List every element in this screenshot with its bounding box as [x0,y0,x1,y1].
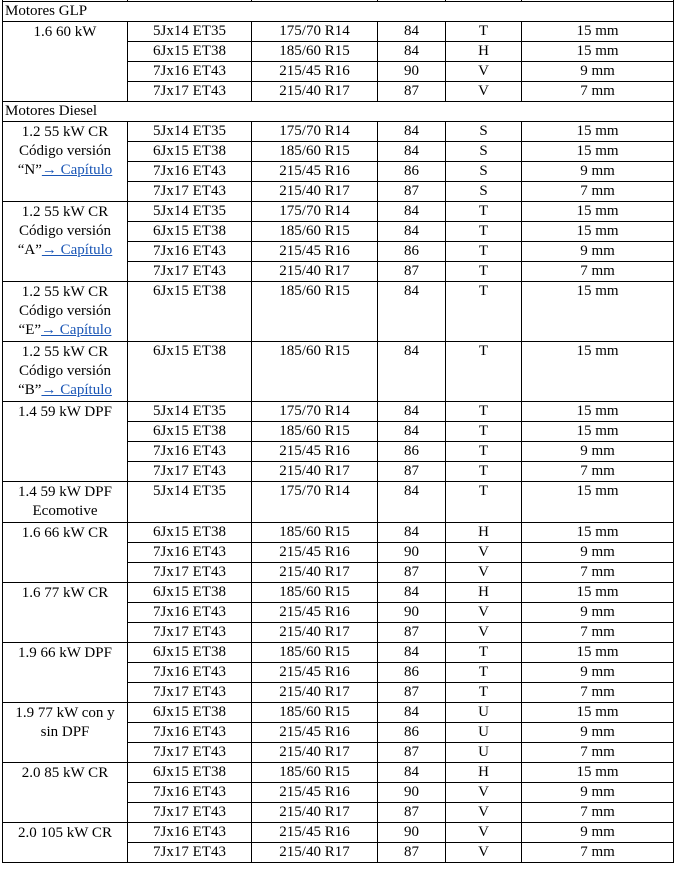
tire-cell: 215/45 R16 [252,162,378,182]
rim-cell: 7Jx16 ET43 [128,62,252,82]
chapter-link[interactable]: → Capítulo [41,382,112,398]
engine-label: Código versión [18,303,112,319]
load-index-cell: 84 [378,282,446,342]
load-index-cell: 87 [378,803,446,823]
load-index-cell: 87 [378,82,446,102]
engine-label: Código versión [18,143,112,159]
load-index-cell: 86 [378,242,446,262]
load-index-cell: 90 [378,603,446,623]
table-row [3,523,674,543]
engine-label: Código versión [18,223,112,239]
rim-cell: 7Jx16 ET43 [128,723,252,743]
tire-cell: 215/45 R16 [252,783,378,803]
rim-cell: 7Jx17 ET43 [128,623,252,643]
clearance-cell: 15 mm [522,482,674,523]
speed-index-cell: T [446,422,522,442]
load-index-cell: 90 [378,62,446,82]
speed-index-cell: T [446,442,522,462]
clearance-cell: 9 mm [522,442,674,462]
table-row [3,643,674,663]
rim-cell: 7Jx16 ET43 [128,543,252,563]
engine-label: sin DPF [40,724,90,740]
engine-cell [3,523,128,583]
speed-index-cell: V [446,623,522,643]
clearance-cell: 15 mm [522,402,674,422]
speed-index-cell: V [446,82,522,102]
clearance-cell: 7 mm [522,82,674,102]
load-index-cell: 84 [378,482,446,523]
clearance-cell: 9 mm [522,543,674,563]
chapter-link[interactable]: → Capítulo [41,242,113,258]
engine-cell [3,22,128,102]
clearance-cell: 9 mm [522,823,674,843]
load-index-cell: 90 [378,783,446,803]
load-index-cell: 87 [378,623,446,643]
rim-cell: 6Jx15 ET38 [128,282,252,342]
load-index-cell: 84 [378,422,446,442]
clearance-cell: 15 mm [522,643,674,663]
version-code: “N” [17,162,42,178]
tire-cell: 215/40 R17 [252,462,378,482]
tire-cell: 215/45 R16 [252,442,378,462]
rim-cell: 6Jx15 ET38 [128,703,252,723]
rim-cell: 6Jx15 ET38 [128,222,252,242]
speed-index-cell: T [446,22,522,42]
table-row [3,202,674,222]
engine-label: 2.0 105 kW CR [18,825,112,841]
load-index-cell: 84 [378,202,446,222]
rim-cell: 7Jx16 ET43 [128,442,252,462]
table-row [3,22,674,42]
load-index-cell: 84 [378,643,446,663]
speed-index-cell: H [446,523,522,543]
clearance-cell: 15 mm [522,282,674,342]
clearance-cell: 9 mm [522,723,674,743]
version-code-line [5,321,125,340]
clearance-cell: 7 mm [522,803,674,823]
clearance-cell: 7 mm [522,683,674,703]
table-row [3,282,674,342]
speed-index-cell: U [446,703,522,723]
tire-cell: 175/70 R14 [252,402,378,422]
engine-label: 1.6 77 kW CR [21,585,109,601]
load-index-cell: 87 [378,563,446,583]
rim-cell: 5Jx14 ET35 [128,202,252,222]
speed-index-cell: T [446,482,522,523]
load-index-cell: 84 [378,22,446,42]
load-index-cell: 86 [378,663,446,683]
tire-cell: 185/60 R15 [252,142,378,162]
rim-cell: 7Jx17 ET43 [128,82,252,102]
table-row [3,402,674,422]
speed-index-cell: V [446,783,522,803]
clearance-cell: 15 mm [522,763,674,783]
clearance-cell: 15 mm [522,342,674,402]
speed-index-cell: S [446,142,522,162]
tire-cell: 215/45 R16 [252,62,378,82]
engine-cell [3,282,128,342]
speed-index-cell: T [446,402,522,422]
clearance-cell: 15 mm [522,422,674,442]
speed-index-cell: S [446,122,522,142]
tire-cell: 215/40 R17 [252,262,378,282]
engine-cell [3,342,128,402]
speed-index-cell: V [446,62,522,82]
engine-label: 1.6 60 kW [33,24,97,40]
table-row [3,583,674,603]
engine-label: 1.2 55 kW CR [21,284,109,300]
version-code-line [5,161,125,180]
clearance-cell: 9 mm [522,783,674,803]
load-index-cell: 87 [378,182,446,202]
rim-cell: 6Jx15 ET38 [128,643,252,663]
engine-cell [3,643,128,703]
tire-cell: 185/60 R15 [252,342,378,402]
speed-index-cell: T [446,282,522,342]
rim-cell: 6Jx15 ET38 [128,422,252,442]
clearance-cell: 7 mm [522,843,674,863]
load-index-cell: 84 [378,42,446,62]
speed-index-cell: S [446,162,522,182]
tire-cell: 185/60 R15 [252,643,378,663]
table-row [3,703,674,723]
rim-cell: 5Jx14 ET35 [128,122,252,142]
speed-index-cell: H [446,583,522,603]
speed-index-cell: U [446,743,522,763]
version-code-line [5,241,125,260]
clearance-cell: 7 mm [522,743,674,763]
load-index-cell: 90 [378,543,446,563]
load-index-cell: 86 [378,442,446,462]
speed-index-cell: U [446,723,522,743]
rim-cell: 7Jx17 ET43 [128,563,252,583]
rim-cell: 7Jx17 ET43 [128,803,252,823]
speed-index-cell: S [446,182,522,202]
speed-index-cell: T [446,462,522,482]
speed-index-cell: T [446,643,522,663]
rim-cell: 7Jx16 ET43 [128,783,252,803]
clearance-cell: 9 mm [522,663,674,683]
tire-cell: 185/60 R15 [252,523,378,543]
engine-cell [3,583,128,643]
speed-index-cell: T [446,683,522,703]
rim-cell: 7Jx17 ET43 [128,182,252,202]
load-index-cell: 87 [378,262,446,282]
table-row [3,482,674,523]
speed-index-cell: T [446,242,522,262]
rim-cell: 7Jx17 ET43 [128,462,252,482]
tire-cell: 215/40 R17 [252,182,378,202]
tire-cell: 215/45 R16 [252,723,378,743]
load-index-cell: 87 [378,843,446,863]
clearance-cell: 7 mm [522,462,674,482]
engine-label: 1.9 66 kW DPF [18,645,112,661]
rim-cell: 7Jx16 ET43 [128,603,252,623]
tire-cell: 215/40 R17 [252,623,378,643]
rim-cell: 5Jx14 ET35 [128,22,252,42]
tire-cell: 215/45 R16 [252,242,378,262]
load-index-cell: 84 [378,523,446,543]
speed-index-cell: T [446,202,522,222]
speed-index-cell: T [446,342,522,402]
tire-cell: 215/45 R16 [252,823,378,843]
section-title: Motores GLP [3,2,674,22]
load-index-cell: 86 [378,162,446,182]
tire-cell: 215/40 R17 [252,843,378,863]
engine-label: Ecomotive [32,503,98,519]
tire-cell: 215/45 R16 [252,603,378,623]
speed-index-cell: V [446,843,522,863]
engine-label: 1.4 59 kW DPF [18,484,112,500]
speed-index-cell: H [446,763,522,783]
tire-cell: 215/40 R17 [252,803,378,823]
load-index-cell: 84 [378,222,446,242]
load-index-cell: 84 [378,703,446,723]
speed-index-cell: T [446,222,522,242]
load-index-cell: 84 [378,402,446,422]
engine-label: 1.9 77 kW con y [15,705,115,721]
tire-cell: 175/70 R14 [252,202,378,222]
tire-cell: 185/60 R15 [252,583,378,603]
table-row [3,763,674,783]
clearance-cell: 15 mm [522,222,674,242]
load-index-cell: 90 [378,823,446,843]
rim-cell: 7Jx16 ET43 [128,162,252,182]
tire-cell: 215/40 R17 [252,743,378,763]
clearance-cell: 7 mm [522,262,674,282]
clearance-cell: 15 mm [522,703,674,723]
clearance-cell: 15 mm [522,22,674,42]
clearance-cell: 7 mm [522,182,674,202]
clearance-cell: 9 mm [522,62,674,82]
version-code: “A” [17,242,42,258]
load-index-cell: 84 [378,583,446,603]
tire-cell: 185/60 R15 [252,42,378,62]
engine-label: 1.6 66 kW CR [21,525,109,541]
clearance-cell: 9 mm [522,162,674,182]
speed-index-cell: V [446,563,522,583]
engine-cell [3,122,128,202]
load-index-cell: 86 [378,723,446,743]
tire-cell: 215/45 R16 [252,543,378,563]
tire-cell: 215/40 R17 [252,683,378,703]
version-code: “E” [18,322,42,338]
rim-cell: 7Jx17 ET43 [128,683,252,703]
engine-label: 1.2 55 kW CR [21,124,109,140]
rim-cell: 5Jx14 ET35 [128,402,252,422]
rim-cell: 6Jx15 ET38 [128,763,252,783]
wheel-tire-table [2,0,674,863]
clearance-cell: 15 mm [522,122,674,142]
load-index-cell: 84 [378,763,446,783]
rim-cell: 6Jx15 ET38 [128,42,252,62]
tire-cell: 185/60 R15 [252,222,378,242]
section-title: Motores Diesel [3,102,674,122]
tire-cell: 185/60 R15 [252,422,378,442]
load-index-cell: 84 [378,342,446,402]
speed-index-cell: V [446,823,522,843]
rim-cell: 6Jx15 ET38 [128,523,252,543]
engine-cell [3,823,128,863]
rim-cell: 7Jx16 ET43 [128,663,252,683]
rim-cell: 7Jx17 ET43 [128,743,252,763]
clearance-cell: 15 mm [522,523,674,543]
version-code: “B” [18,382,42,398]
engine-label: 2.0 85 kW CR [21,765,109,781]
engine-label: 1.4 59 kW DPF [18,404,112,420]
table-row [3,122,674,142]
engine-cell [3,763,128,823]
clearance-cell: 15 mm [522,583,674,603]
chapter-link[interactable]: → Capítulo [41,322,112,338]
load-index-cell: 87 [378,683,446,703]
rim-cell: 7Jx16 ET43 [128,823,252,843]
tire-cell: 175/70 R14 [252,22,378,42]
tire-cell: 185/60 R15 [252,763,378,783]
engine-label: 1.2 55 kW CR [21,344,109,360]
tire-cell: 175/70 R14 [252,122,378,142]
clearance-cell: 9 mm [522,242,674,262]
engine-cell [3,703,128,763]
speed-index-cell: T [446,663,522,683]
rim-cell: 7Jx17 ET43 [128,843,252,863]
speed-index-cell: V [446,803,522,823]
engine-label: 1.2 55 kW CR [21,204,109,220]
load-index-cell: 84 [378,122,446,142]
clearance-cell: 7 mm [522,563,674,583]
table-row [3,823,674,843]
engine-cell [3,402,128,482]
tire-cell: 185/60 R15 [252,703,378,723]
engine-cell [3,202,128,282]
speed-index-cell: V [446,543,522,563]
rim-cell: 6Jx15 ET38 [128,142,252,162]
speed-index-cell: V [446,603,522,623]
clearance-cell: 7 mm [522,623,674,643]
clearance-cell: 15 mm [522,42,674,62]
rim-cell: 6Jx15 ET38 [128,342,252,402]
rim-cell: 7Jx16 ET43 [128,242,252,262]
load-index-cell: 84 [378,142,446,162]
version-code-line [5,381,125,400]
speed-index-cell: T [446,262,522,282]
engine-label: Código versión [18,363,112,379]
section-header-row [3,2,674,22]
engine-cell [3,482,128,523]
tire-cell: 215/45 R16 [252,663,378,683]
tire-cell: 185/60 R15 [252,282,378,342]
clearance-cell: 15 mm [522,202,674,222]
rim-cell: 7Jx17 ET43 [128,262,252,282]
load-index-cell: 87 [378,743,446,763]
section-header-row [3,102,674,122]
tire-cell: 215/40 R17 [252,563,378,583]
load-index-cell: 87 [378,462,446,482]
tire-cell: 215/40 R17 [252,82,378,102]
rim-cell: 6Jx15 ET38 [128,583,252,603]
tire-cell: 175/70 R14 [252,482,378,523]
chapter-link[interactable]: → Capítulo [41,162,113,178]
speed-index-cell: H [446,42,522,62]
rim-cell: 5Jx14 ET35 [128,482,252,523]
clearance-cell: 15 mm [522,142,674,162]
table-row [3,342,674,402]
clearance-cell: 9 mm [522,603,674,623]
